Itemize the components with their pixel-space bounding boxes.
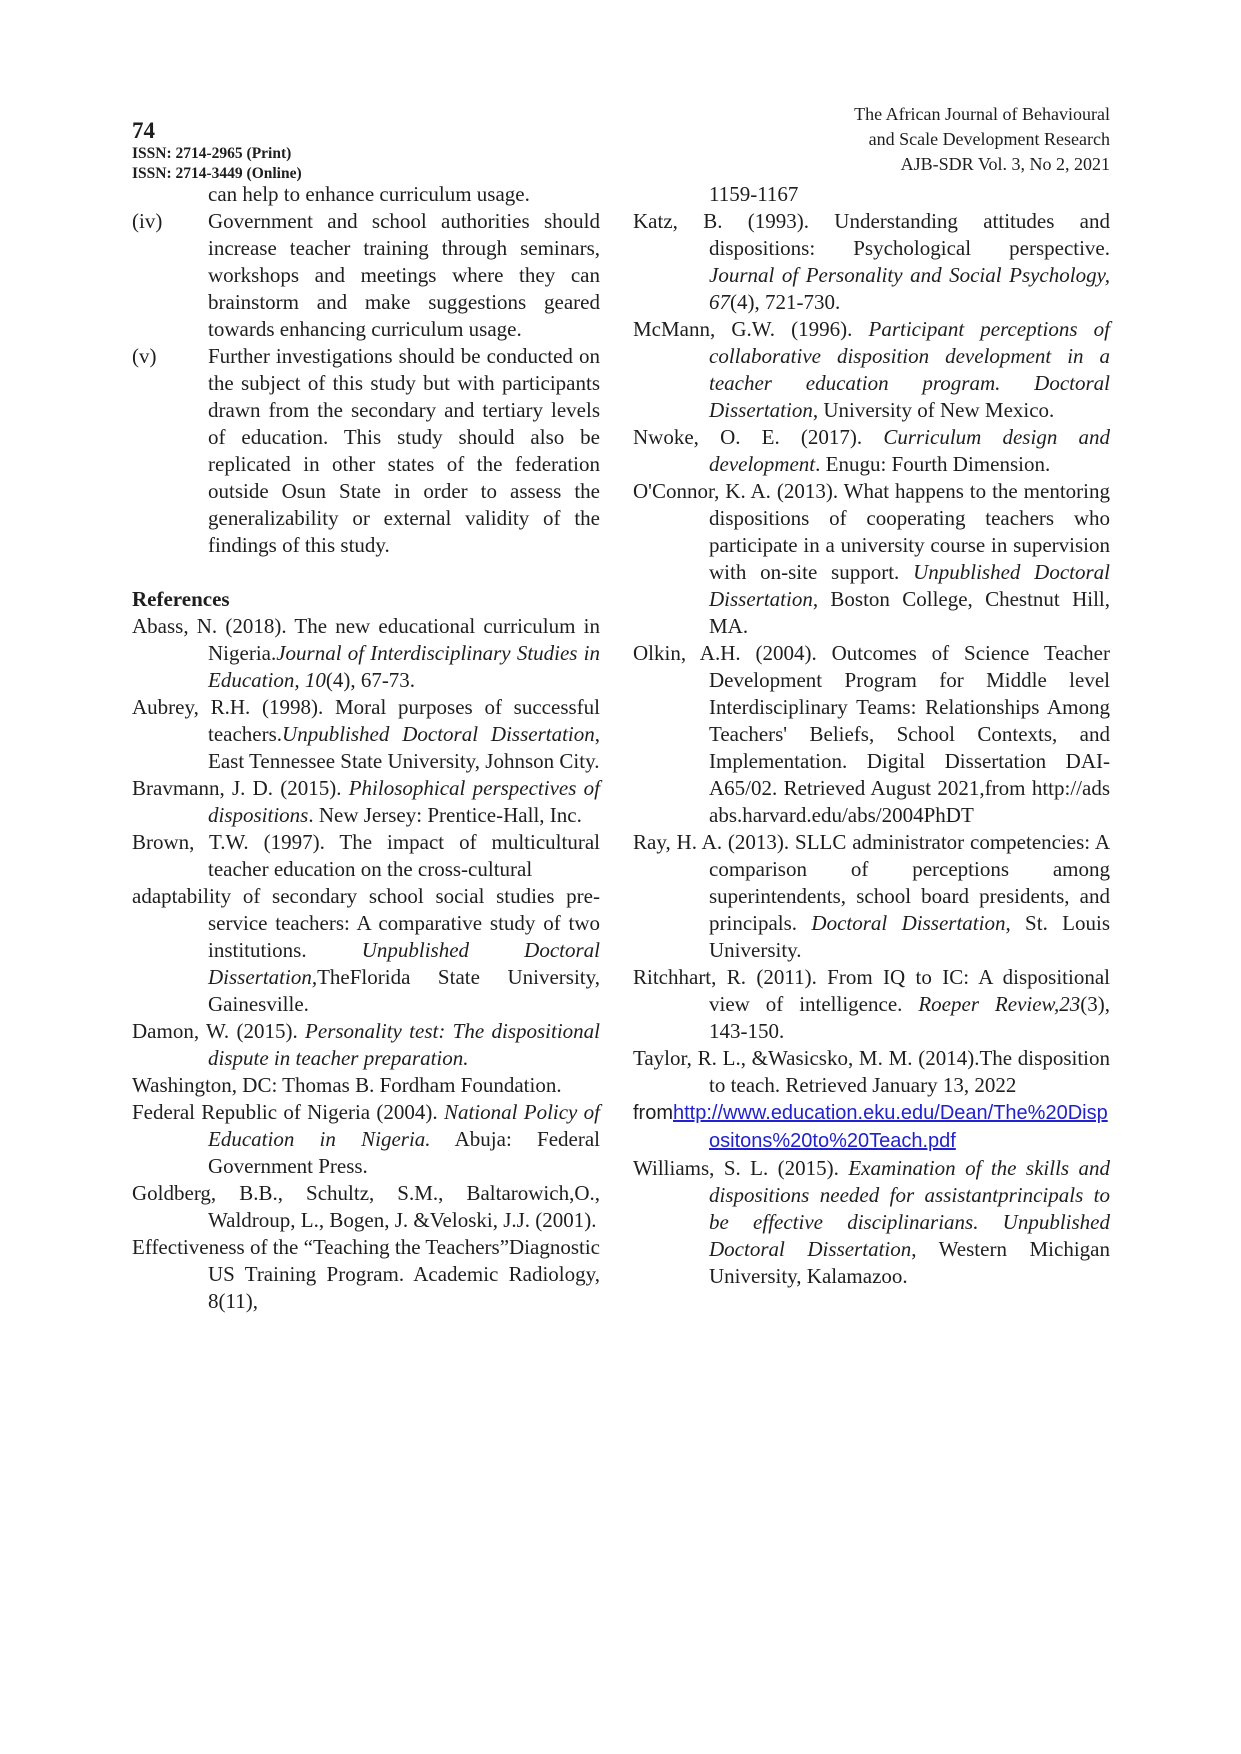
reference-entry — [132, 775, 600, 829]
reference-text: , Boston College, Chestnut Hill, MA. — [709, 587, 1110, 638]
reference-text: , University of New Mexico. — [812, 398, 1055, 422]
reference-text: TheFlorida State University, Gainesville. — [208, 965, 600, 1016]
left-column — [132, 181, 600, 1315]
reference-text: . New Jersey: Prentice-Hall, Inc. — [308, 803, 582, 827]
journal-title-line-2: and Scale Development Research — [868, 129, 1110, 149]
journal-header — [633, 102, 1110, 177]
reference-entry — [132, 1099, 600, 1180]
reference-entry — [633, 424, 1110, 478]
reference-text: Abuja: Federal Government Press. — [208, 1127, 601, 1178]
reference-entry — [132, 613, 600, 694]
reference-text: Katz, B. (1993). Understanding attitudes and dispositions: Psychological perspective. — [633, 209, 1110, 260]
reference-entry — [132, 1018, 600, 1072]
page-number: 74 — [132, 118, 155, 143]
reference-entry — [132, 829, 600, 883]
issn-online: ISSN: 2714-3449 (Online) — [132, 165, 302, 182]
reference-entry — [633, 640, 1110, 829]
reference-text: Abass, N. (2018). The new educational curriculum in Nigeria. — [132, 614, 600, 665]
reference-entry — [633, 316, 1110, 424]
reference-text: (4), 67-73. — [325, 668, 416, 692]
reference-text: Philosophical perspectives of dispositions — [208, 776, 600, 827]
reference-entry — [132, 883, 600, 1018]
reference-text: Ritchhart, R. (2011). From IQ to IC: A dispositional view of intelligence. — [633, 965, 1110, 1016]
reference-text: Taylor, R. L., &Wasicsko, M. M. (2014).The disposition to teach. Retrieved January 13, 2022 — [633, 1046, 1110, 1097]
reference-text: (3), 143-150. — [709, 992, 1110, 1043]
reference-text: Washington, DC: Thomas B. Fordham Foundation. — [132, 1073, 562, 1097]
paragraph-continuation: can help to enhance curriculum usage. — [208, 182, 530, 206]
reference-entry — [633, 208, 1110, 316]
issn-print: ISSN: 2714-2965 (Print) — [132, 145, 292, 162]
right-column — [633, 181, 1110, 1290]
journal-volume-line: AJB-SDR Vol. 3, No 2, 2021 — [900, 154, 1110, 174]
page-range-continuation: 1159-1167 — [709, 182, 799, 206]
recommendations-list — [132, 208, 600, 559]
reference-entry — [633, 829, 1110, 964]
references-list-right — [633, 208, 1110, 1290]
recommendation-item — [132, 208, 600, 343]
reference-entry — [633, 478, 1110, 640]
reference-text: Bravmann, J. D. (2015). — [132, 776, 349, 800]
reference-text: Journal of Personality and Social Psychology, 67 — [709, 263, 1110, 314]
reference-text: Unpublished Doctoral Dissertation, — [208, 938, 600, 989]
reference-entry — [633, 964, 1110, 1045]
reference-entry — [132, 694, 600, 775]
reference-text: O'Connor, K. A. (2013). What happens to the mentoring dispositions of cooperating teachers who participate in a university course in supervision with on-site support. — [633, 479, 1110, 584]
reference-text: Goldberg, B.B., Schultz, S.M., Baltarowich,O., Waldroup, L., Bogen, J. &Veloski, J.J. (2001). — [132, 1181, 600, 1232]
reference-text: Roeper Review,23 — [918, 992, 1081, 1016]
reference-text: Curriculum design and development — [709, 425, 1110, 476]
reference-entry — [132, 1234, 600, 1315]
references-list-left — [132, 613, 600, 1315]
reference-text: Unpublished Doctoral Dissertation — [709, 560, 1110, 611]
reference-text: Brown, T.W. (1997). The impact of multicultural teacher education on the cross-cultural — [132, 830, 600, 881]
reference-text: Williams, S. L. (2015). — [633, 1156, 849, 1180]
recommendation-label: (v) — [132, 344, 157, 368]
reference-text: , Western Michigan University, Kalamazoo. — [709, 1237, 1110, 1288]
recommendation-item — [132, 343, 600, 559]
reference-text: . Enugu: Fourth Dimension. — [815, 452, 1051, 476]
reference-text: McMann, G.W. (1996). — [633, 317, 869, 341]
reference-text: Participant perceptions of collaborative disposition development in a teacher education program. Doctoral Dissertation — [709, 317, 1110, 422]
reference-text: Aubrey, R.H. (1998). Moral purposes of successful teachers. — [132, 695, 600, 746]
reference-text: Ray, H. A. (2013). SLLC administrator competencies: A comparison of perceptions among superintendents, school board presidents, and principals. — [633, 830, 1110, 935]
reference-text: Examination of the skills and dispositions needed for assistantprincipals to be effective disciplinarians. Unpublished Doctoral Dissertation — [709, 1156, 1110, 1261]
recommendation-label: (iv) — [132, 209, 163, 233]
journal-title-line-1: The African Journal of Behavioural — [854, 104, 1110, 124]
reference-hyperlink[interactable]: http://www.education.eku.edu/Dean/The%20Dispositons%20to%20Teach.pdf — [673, 1102, 1108, 1152]
reference-text: Doctoral Dissertation — [811, 911, 1006, 935]
reference-text: , St. Louis University. — [709, 911, 1111, 962]
reference-text: Damon, W. (2015). — [132, 1019, 306, 1043]
reference-text: Federal Republic of Nigeria (2004). — [132, 1100, 444, 1124]
reference-entry — [633, 1155, 1110, 1290]
reference-text: Nwoke, O. E. (2017). — [633, 425, 884, 449]
reference-text: (4), 721-730. — [730, 290, 841, 314]
header-left — [132, 118, 302, 184]
reference-entry — [633, 1099, 1110, 1155]
reference-text: , East Tennessee State University, Johnson City. — [208, 722, 600, 773]
reference-text: National Policy of Education in Nigeria. — [208, 1100, 600, 1151]
reference-entry — [132, 1180, 600, 1234]
recommendation-text: Government and school authorities should increase teacher training through seminars, workshops and meetings where they can brainstorm and make suggestions geared towards enhancing curriculum usage. — [208, 209, 600, 341]
reference-entry — [132, 1072, 600, 1099]
reference-text: from — [633, 1102, 673, 1124]
reference-text: Journal of Interdisciplinary Studies in Education, 10 — [208, 641, 600, 692]
reference-url-text: http://adsabs.harvard.edu/abs/2004PhDT — [709, 776, 1110, 827]
reference-text: Olkin, A.H. (2004). Outcomes of Science Teacher Development Program for Middle level Interdisciplinary Teams: Relationships Among Teachers' Beliefs, School Contexts, and Implementation. Digital Dissertation DAI-A65/02. Retrieved August 2021,from — [633, 641, 1110, 800]
reference-entry — [633, 1045, 1110, 1099]
reference-text: Personality test: The dispositional dispute in teacher preparation. — [208, 1019, 600, 1070]
references-heading: References — [132, 587, 230, 611]
reference-text: Unpublished Doctoral Dissertation — [282, 722, 595, 746]
reference-text: Effectiveness of the “Teaching the Teachers”Diagnostic US Training Program. Academic Radiology, 8(11), — [132, 1235, 600, 1313]
reference-text: adaptability of secondary school social studies pre-service teachers: A comparative study of two institutions. — [132, 884, 600, 962]
recommendation-text: Further investigations should be conducted on the subject of this study but with participants drawn from the secondary and tertiary levels of education. This study should also be replicated in other states of the federation outside Osun State in order to assess the generalizability or external validity of the findings of this study. — [208, 344, 600, 557]
